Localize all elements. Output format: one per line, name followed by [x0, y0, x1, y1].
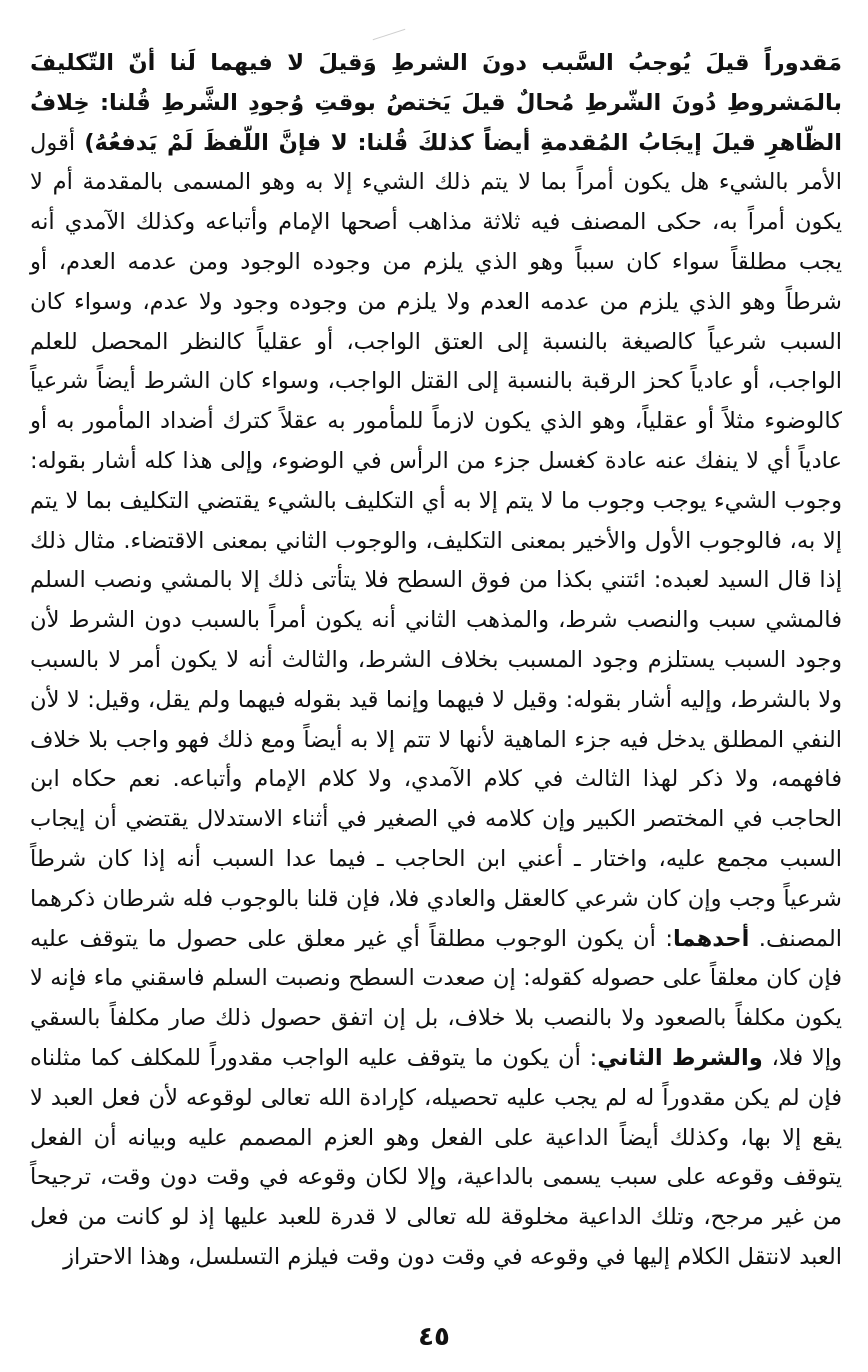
- document-page: [30, 44, 842, 1278]
- heading-second-condition: والشرط الثاني: [597, 1044, 763, 1071]
- body-paragraph: [30, 44, 842, 1278]
- page-number: ٤٥: [418, 1322, 450, 1352]
- commentary-text: : أن يكون الوجوب مطلقاً أي غير معلق على حصول ما يتوقف عليه فإن كان معلقاً على حصوله كقوله: إن صعدت السطح ونصبت السلم فاسقني ماء فإنه لا يكون مكلفاً بالصعود ولا بالنصب بلا خلاف، بل إن اتفق حصول ذلك صار مكلفاً بالسقي وإلا فلا،: [30, 925, 843, 1071]
- matn-text: مَقدوراً قيلَ يُوجبُ السَّبب دونَ الشرطِ وَقيلَ لا فيهما لَنا أنّ التّكليفَ بالمَشروطِ دُونَ الشّرطِ مُحالٌ قيلَ يَختصُ بوقتِ وُجودِ الشَّرطِ قُلنا: خِلافُ الظّاهرِ قيلَ إيجَابُ المُقدمةِ أيضاً كذلكَ قُلنا: لا فإنَّ اللّفظَ لَمْ يَدفعُهُ): [30, 50, 842, 156]
- commentary-text: أقول الأمر بالشيء هل يكون أمراً بما لا يتم ذلك الشيء إلا به وهو المسمى بالمقدمة أم لا يكون أمراً به، حكى المصنف فيه ثلاثة مذاهب أصحها الإمام وأتباعه وكذلك الآمدي أنه يجب مطلقاً سواء كان سبباً وهو الذي يلزم من وجوده الوجود ومن عدمه العدم، أو شرطاً وهو الذي يلزم من عدمه العدم ولا يلزم من وجوده وجود ولا عدم، وسواء كان السبب شرعياً كالصيغة بالنسبة إلى العتق الواجب، أو عقلياً كالنظر المحصل للعلم الواجب، أو عادياً كحز الرقبة بالنسبة إلى القتل الواجب، وسواء كان الشرط أيضاً شرعياً كالوضوء مثلاً أو عقلياً، وهو الذي يكون لازماً للمأمور به عقلاً كترك أضداد المأمور به أو عادياً أي لا ينفك عنه عادة كغسل جزء من الرأس في الوضوء، وإلى هذا كله أشار بقوله: وجوب الشيء يوجب وجوب ما لا يتم إلا به أي التكليف بالشيء يقتضي التكليف بما لا يتم إلا به، فالوجوب الأول والأخير بمعنى التكليف، والوجوب الثاني بمعنى الاقتضاء. مثال ذلك إذا قال السيد لعبده: ائتني بكذا من فوق السطح فلا يتأتى ذلك إلا بالمشي ونصب السلم فالمشي سبب والنصب شرط، والمذهب الثاني أنه يكون أمراً بالسبب دون الشرط لأن وجود السبب يستلزم وجود المسبب بخلاف الشرط، والثالث أنه لا يكون أمر لا بالسبب ولا بالشرط، وإليه أشار بقوله: وقيل لا فيهما وإنما قيد بقوله فيهما ولم يقل، وقيل: لا لأن النفي المطلق يدخل فيه جزء الماهية لأنها لا تتم إلا به أيضاً ومع ذلك فهو واجب بلا خلاف فافهمه، ولا ذكر لهذا الثالث في كلام الآمدي، ولا كلام الإمام وأتباعه. نعم حكاه ابن الحاجب في المختصر الكبير وإن كلامه في الصغير في أثناء الاستدلال يقتضي أن إيجاب السبب مجمع عليه، واختار ـ أعني ابن الحاجب ـ فيما عدا السبب أنه إذا كان شرطاً شرعياً وجب وإن كان شرعي كالعقل والعادي فلا، فإن قلنا بالوجوب فله شرطان ذكرهما المصنف.: [30, 129, 842, 952]
- scan-artifact-mark: [373, 29, 406, 40]
- commentary-text: : أن يكون ما يتوقف عليه الواجب مقدوراً للمكلف كما مثلناه فإن لم يكن مقدوراً له لم يجب عليه تحصيله، كإرادة الله تعالى لوقوعه لأن فعل العبد لا يقع إلا بها، وكذلك أيضاً الداعية على الفعل وهو العزم المصمم عليه وبيانه أن الفعل يتوقف وقوعه على سبب يسمى بالداعية، وإلا لكان وقوعه في وقت دون وقت، ترجيحاً من غير مرجح، وتلك الداعية مخلوقة لله تعالى لا قدرة للعبد عليها إذ لو كانت من فعل العبد لانتقل الكلام إليها في وقوعه في وقت دون وقت فيلزم التسلسل، وهذا الاحتراز: [30, 1044, 842, 1270]
- heading-first-condition: أحدهما: [672, 925, 750, 952]
